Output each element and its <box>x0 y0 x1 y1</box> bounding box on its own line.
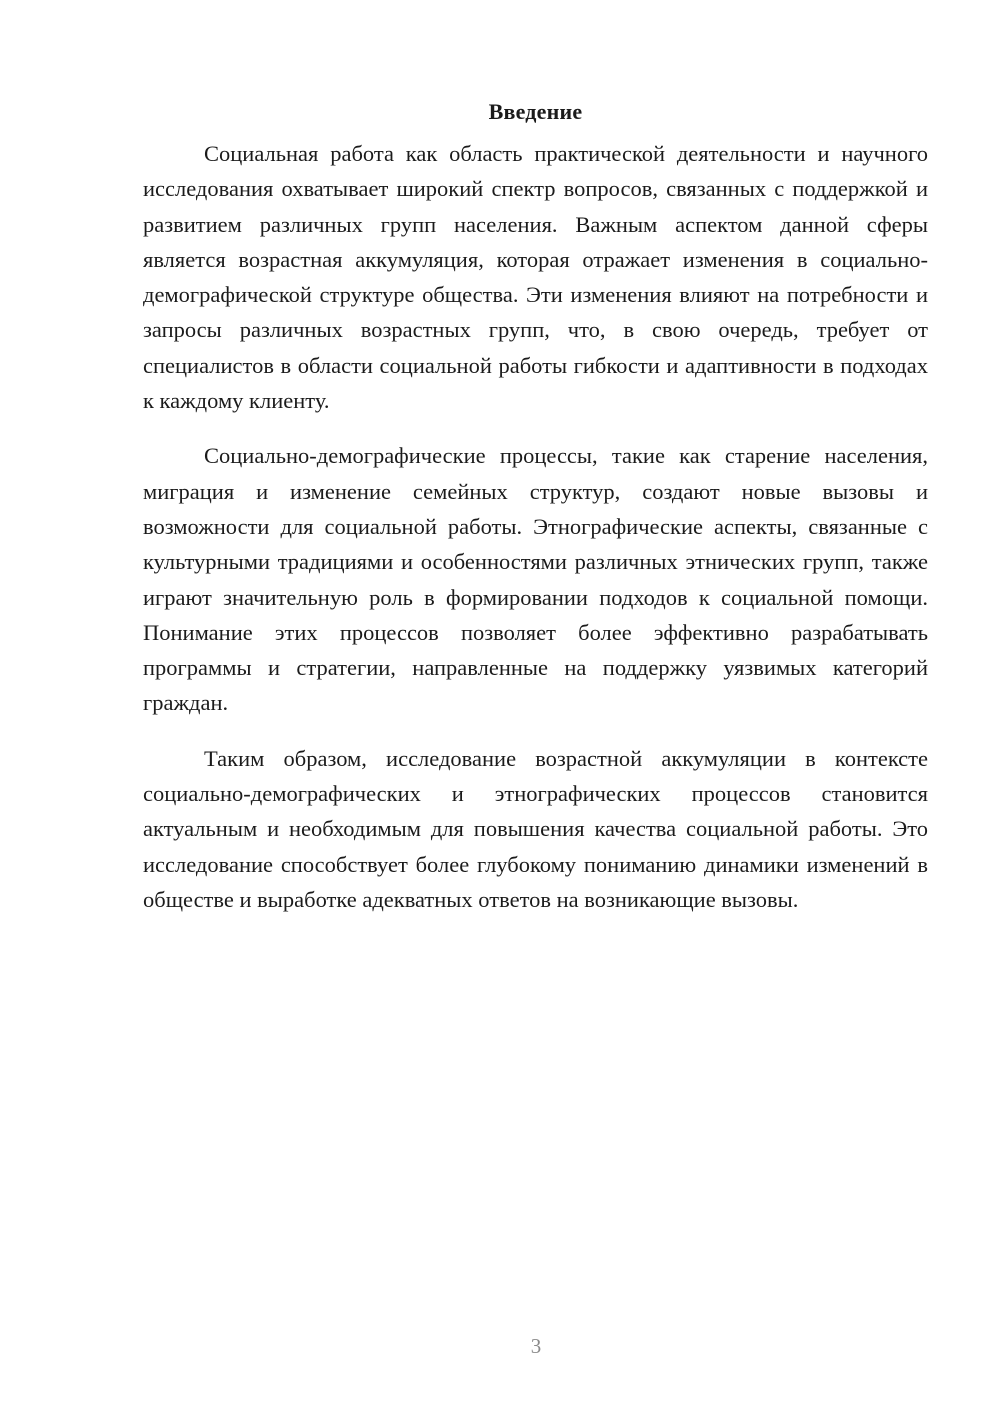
page-content <box>143 97 928 937</box>
paragraph-3: Таким образом, исследование возрастной аккумуляции в контексте социально-демографических и этнографических процессов становится актуальным и необходимым для повышения качества социальной работы. Это исследование способствует более глубокому пониманию динамики изменений в обществе и выработке адекватных ответов на возникающие вызовы. <box>143 745 928 912</box>
paragraph-1: Социальная работа как область практической деятельности и научного исследования охватывает широкий спектр вопросов, связанных с поддержкой и развитием различных групп населения. Важным аспектом данной сферы является возрастная аккумуляция, которая отражает изменения в социально-демографической структуре общества. Эти изменения влияют на потребности и запросы различных возрастных групп, что, в свою очередь, требует от специалистов в области социальной работы гибкости и адаптивности в подходах к каждому клиенту. <box>143 141 928 414</box>
section-title: Введение <box>488 99 583 124</box>
paragraph-2: Социально-демографические процессы, такие как старение населения, миграция и изменение семейных структур, создают новые вызовы и возможности для социальной работы. Этнографические аспекты, связанные с культурными традициями и особенностями различных этнических групп, также играют значительную роль в формировании подходов к социальной помощи. Понимание этих процессов позволяет более эффективно разрабатывать программы и стратегии, направленные на поддержку уязвимых категорий граждан. <box>143 443 928 716</box>
page-number: 3 <box>530 1334 542 1358</box>
